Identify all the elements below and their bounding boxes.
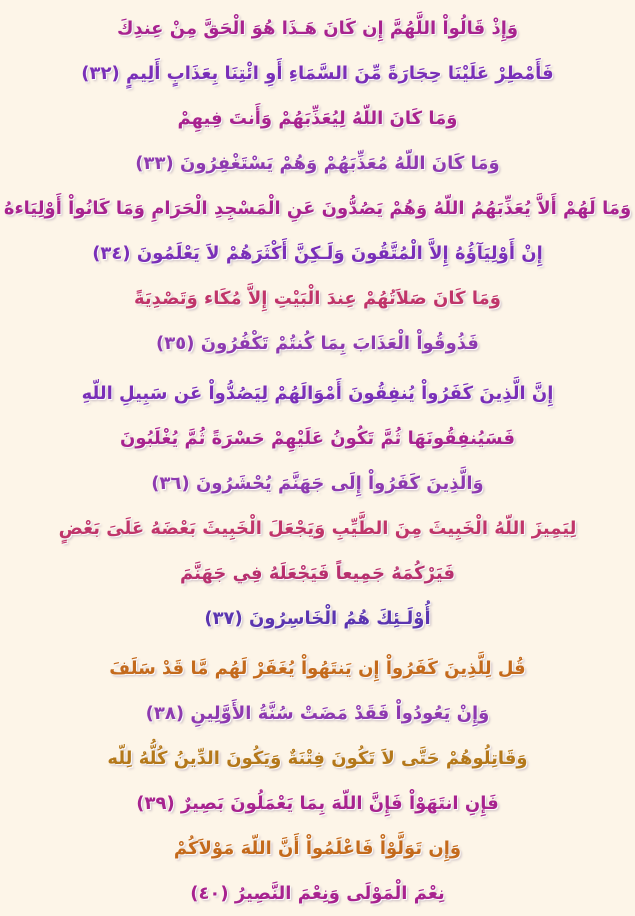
verse-line: وَمَا لَهُمْ أَلاَّ يُعَذِّبَهُمُ اللّهُ وَهُمْ يَصُدُّونَ عَنِ الْمَسْجِدِ الْحَرَامِ وَمَا كَانُواْ أَوْلِيَاءهُ (3, 198, 632, 219)
verse-line: فَيَرْكُمَهُ جَمِيعاً فَيَجْعَلَهُ فِي جَهَنَّمَ (179, 563, 455, 584)
verse-line: فَأَمْطِرْ عَلَيْنَا حِجَارَةً مِّنَ السَّمَاءِ أَوِ ائْتِنَا بِعَذَابٍ أَلِيمٍ (٣٢) (81, 63, 554, 84)
verse-group-32-35 (0, 6, 635, 366)
verse-line: وَإِن تَوَلَّوْاْ فَاعْلَمُواْ أَنَّ اللّهَ مَوْلاَكُمْ (173, 838, 462, 859)
verse-line: لِيَمِيزَ اللّهُ الْخَبِيثَ مِنَ الطَّيِّبِ وَيَجْعَلَ الْخَبِيثَ بَعْضَهُ عَلَىَ بَعْضٍ (58, 518, 577, 539)
verse-line: إِنْ أَوْلِيَآؤُهُ إِلاَّ الْمُتَّقُونَ وَلَـكِنَّ أَكْثَرَهُمْ لاَ يَعْلَمُونَ (٣٤) (92, 243, 543, 264)
verse-group-38-40 (0, 646, 635, 916)
verse-line: فَسَيُنفِقُونَهَا ثُمَّ تَكُونُ عَلَيْهِمْ حَسْرَةً ثُمَّ يُغْلَبُونَ (120, 428, 515, 449)
verse-line: وَإِذْ قَالُواْ اللَّهُمَّ إِن كَانَ هَـذَا هُوَ الْحَقَّ مِنْ عِندِكَ (116, 18, 519, 39)
verse-line: وَمَا كَانَ صَلاَتُهُمْ عِندَ الْبَيْتِ إِلاَّ مُكَاء وَتَصْدِيَةً (134, 288, 501, 309)
verse-line: أُوْلَـئِكَ هُمُ الْخَاسِرُونَ (٣٧) (204, 608, 431, 629)
verse-line: وَمَا كَانَ اللّهُ لِيُعَذِّبَهُمْ وَأَنتَ فِيهِمْ (177, 108, 458, 129)
verse-group-36-37 (0, 371, 635, 641)
verse-line: فَإِنِ انتَهَوْاْ فَإِنَّ اللّهَ بِمَا يَعْمَلُونَ بَصِيرٌ (٣٩) (136, 793, 499, 814)
verse-line: نِعْمَ الْمَوْلَى وَنِعْمَ النَّصِيرُ (٤٠) (190, 883, 445, 904)
verse-line: قُل لِلَّذِينَ كَفَرُواْ إِن يَنتَهُواْ يُغَفَرْ لَهُم مَّا قَدْ سَلَفَ (109, 658, 526, 679)
verse-line: فَذُوقُواْ الْعَذَابَ بِمَا كُنتُمْ تَكْفُرُونَ (٣٥) (156, 333, 479, 354)
verse-line: إِنَّ الَّذِينَ كَفَرُواْ يُنفِقُونَ أَمْوَالَهُمْ لِيَصُدُّواْ عَن سَبِيلِ اللّهِ (81, 383, 554, 404)
verse-line: وَقَاتِلُوهُمْ حَتَّى لاَ تَكُونَ فِتْنَةٌ وَيَكُونَ الدِّينُ كُلُّهُ لِلّه (107, 748, 528, 769)
verse-line: وَإِنْ يَعُودُواْ فَقَدْ مَضَتْ سُنَّةُ الأَوَّلِينِ (٣٨) (145, 703, 490, 724)
verse-line: وَالَّذِينَ كَفَرُواْ إِلَى جَهَنَّمَ يُحْشَرُونَ (٣٦) (151, 473, 484, 494)
verse-line: وَمَا كَانَ اللّهُ مُعَذِّبَهُمْ وَهُمْ يَسْتَغْفِرُونَ (٣٣) (135, 153, 500, 174)
